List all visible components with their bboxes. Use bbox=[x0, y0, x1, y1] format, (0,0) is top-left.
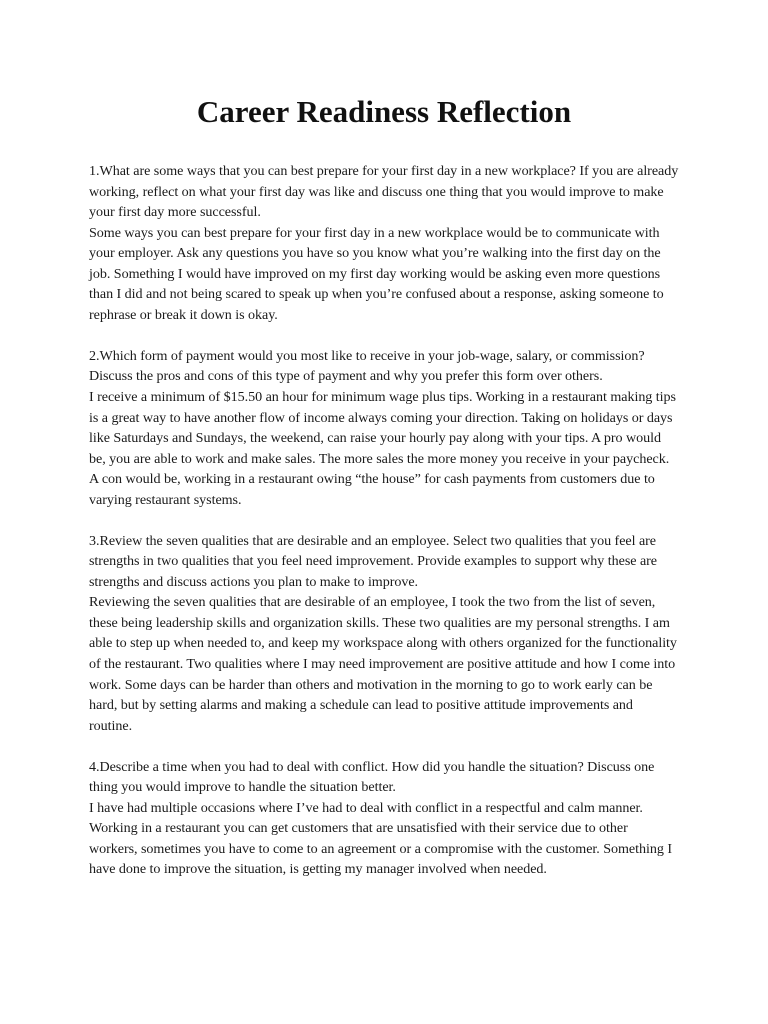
document-title: Career Readiness Reflection bbox=[196, 94, 572, 129]
question-text: 3.Review the seven qualities that are desirable and an employee. Select two qualities that you feel are strengths in two qualities that you feel need improvement. Provide examples to support why these are strengths and discuss actions you plan to make to improve. bbox=[89, 532, 658, 590]
reflection-section-1 bbox=[89, 161, 679, 325]
question-text: 4.Describe a time when you had to deal with conflict. How did you handle the situation? Discuss one thing you would improve to handle the situation better. bbox=[89, 758, 655, 796]
answer-text: Reviewing the seven qualities that are desirable of an employee, I took the two from the list of seven, these being leadership skills and organization skills. These two qualities are my personal strengths. I am able to step up when needed to, and keep my workspace along with others organized for the functionality of the restaurant. Two qualities where I may need improvement are positive attitude and how I come into work. Some days can be harder than others and motivation in the morning to go to work early can be hard, but by setting alarms and making a schedule can lead to positive attitude improvements and routine. bbox=[89, 594, 677, 734]
question-text: 1.What are some ways that you can best prepare for your first day in a new workplace? If you are already working, reflect on what your first day was like and discuss one thing that you would improve to make your first day more successful. bbox=[89, 163, 679, 221]
question-text: 2.Which form of payment would you most like to receive in your job-wage, salary, or commission? Discuss the pros and cons of this type of payment and why you prefer this form over others. bbox=[89, 347, 645, 385]
reflection-section-2 bbox=[89, 346, 679, 510]
reflection-section-3 bbox=[89, 531, 679, 736]
answer-text: I have had multiple occasions where I’ve had to deal with conflict in a respectful and calm manner. Working in a restaurant you can get customers that are unsatisfied with their service due to other workers, sometimes you have to come to an agreement or a compromise with the customer. Something I have done to improve the situation, is getting my manager involved when needed. bbox=[89, 799, 672, 878]
reflection-section-4 bbox=[89, 757, 679, 880]
answer-text: Some ways you can best prepare for your first day in a new workplace would be to communicate with your employer. Ask any questions you have so you know what you’re walking into the first day on the job. Something I would have improved on my first day working would be asking even more questions than I did and not being scared to speak up when you’re confused about a response, asking someone to rephrase or break it down is okay. bbox=[89, 224, 664, 323]
answer-text: I receive a minimum of $15.50 an hour for minimum wage plus tips. Working in a restaurant making tips is a great way to have another flow of income always coming your direction. Taking on holidays or days like Saturdays and Sundays, the weekend, can raise your hourly pay along with your tips. A pro would be, you are able to work and make sales. The more sales the more money you receive in your paycheck. A con would be, working in a restaurant owing “the house” for cash payments from customers due to varying restaurant systems. bbox=[89, 388, 676, 508]
document-body bbox=[89, 161, 679, 901]
